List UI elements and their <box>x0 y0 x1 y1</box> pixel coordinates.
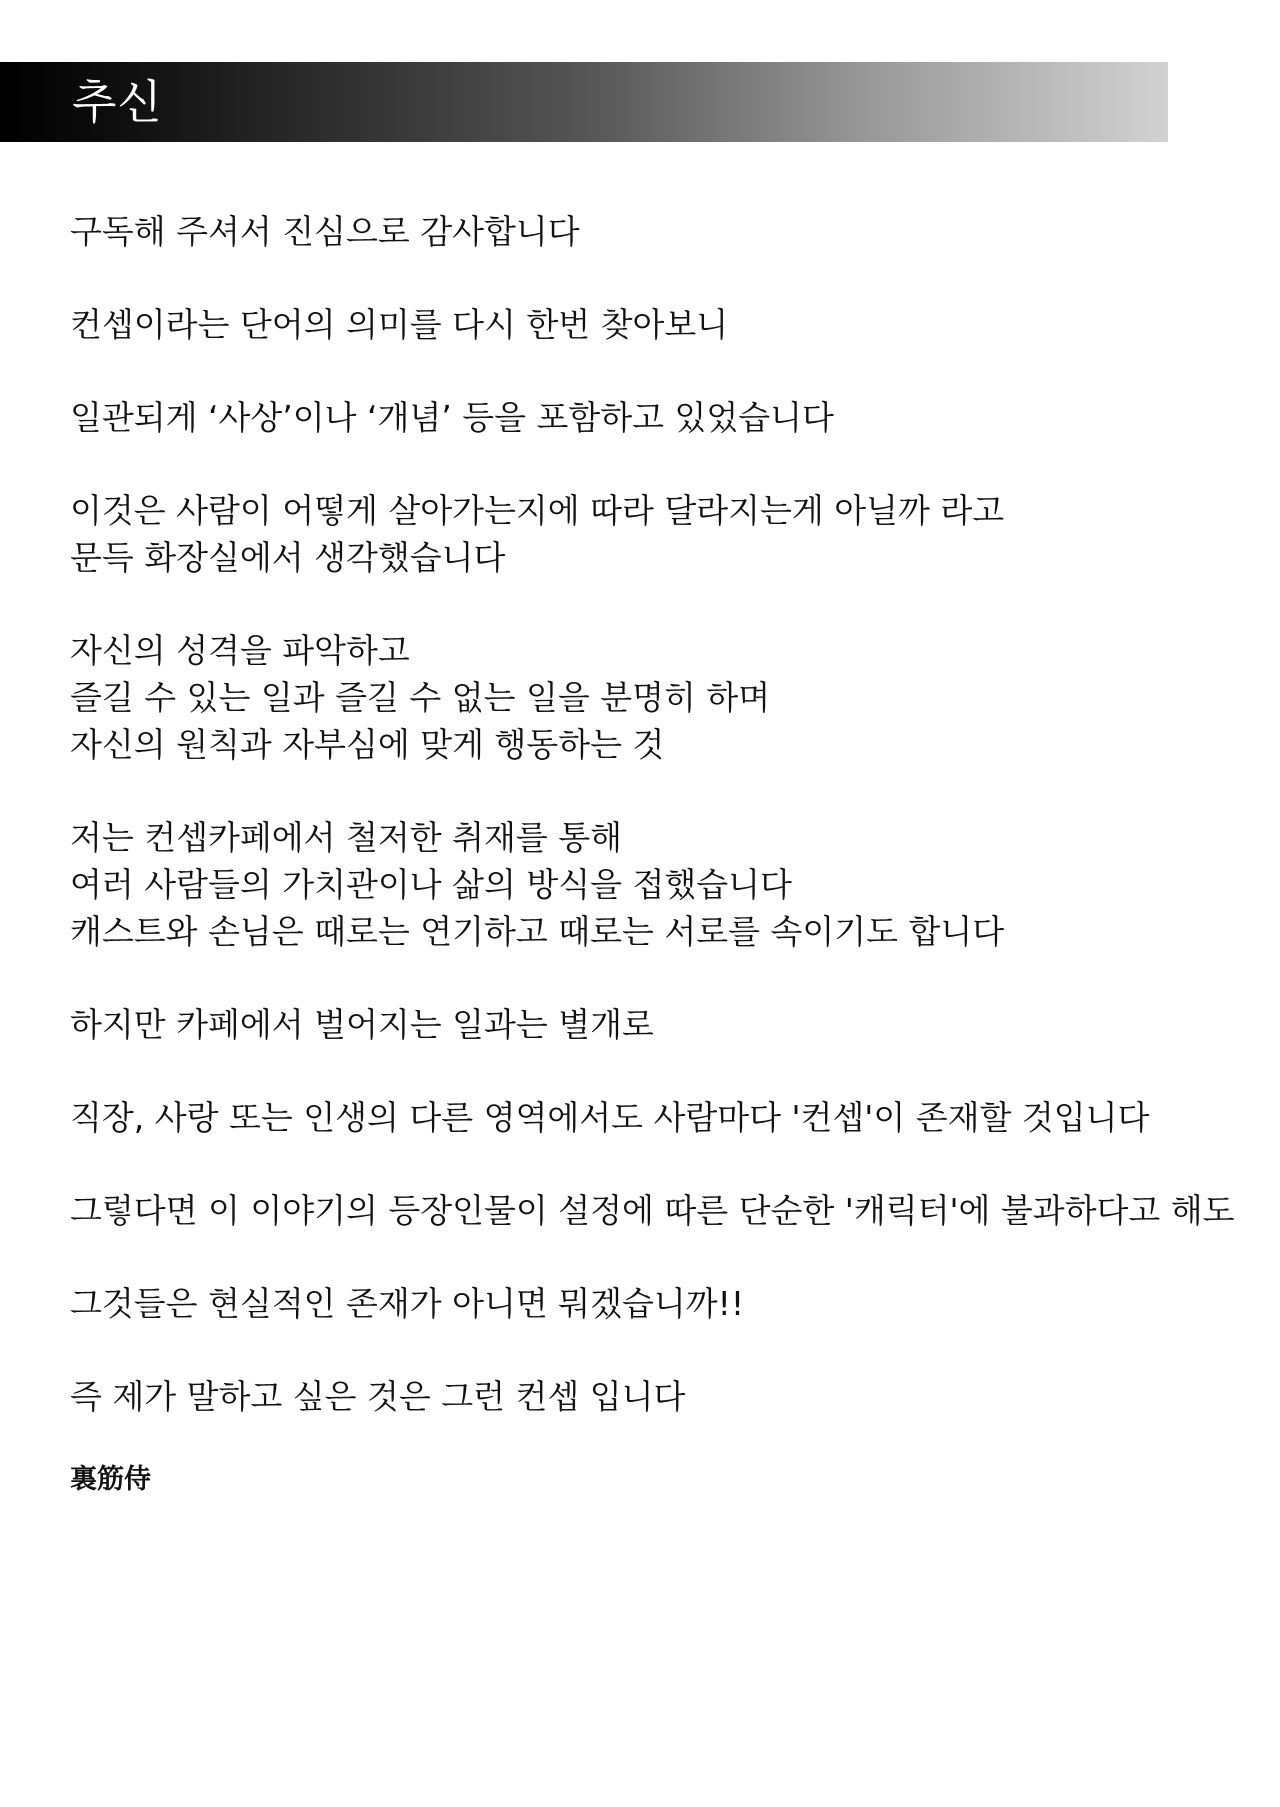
text-line: 즉 제가 말하고 싶은 것은 그런 컨셉 입니다 <box>70 1377 686 1416</box>
text-line: 문득 화장실에서 생각했습니다 <box>70 538 506 577</box>
text-line: 그렇다면 이 이야기의 등장인물이 설정에 따른 단순한 '캐릭터'에 불과하다고 해도 <box>70 1191 1235 1230</box>
text-line: 하지만 카페에서 벌어지는 일과는 별개로 <box>70 1005 654 1044</box>
text-line: 여러 사람들의 가치관이나 삶의 방식을 접했습니다 <box>70 865 792 904</box>
text-line: 일관되게 ‘사상’이나 ‘개념’ 등을 포함하고 있었습니다 <box>70 398 834 437</box>
page-title: 추신 <box>72 75 163 129</box>
author-signature: 裏筋侍 <box>70 1464 151 1495</box>
text-line: 직장, 사랑 또는 인생의 다른 영역에서도 사람마다 '컨셉'이 존재할 것입니다 <box>70 1098 1150 1137</box>
text-line: 자신의 원칙과 자부심에 맞게 행동하는 것 <box>70 725 665 764</box>
text-line: 구독해 주셔서 진심으로 감사합니다 <box>70 212 580 251</box>
text-line: 저는 컨셉카페에서 철저한 취재를 통해 <box>70 818 623 857</box>
text-line: 자신의 성격을 파악하고 <box>70 631 410 670</box>
text-line: 컨셉이라는 단어의 의미를 다시 한번 찾아보니 <box>70 305 729 344</box>
text-line: 즐길 수 있는 일과 즐길 수 없는 일을 분명히 하며 <box>70 678 771 717</box>
text-line: 캐스트와 손님은 때로는 연기하고 때로는 서로를 속이기도 합니다 <box>70 912 1005 951</box>
text-line: 이것은 사람이 어떻게 살아가는지에 따라 달라지는게 아닐까 라고 <box>70 491 1005 530</box>
header-bar <box>0 62 1168 142</box>
text-line: 그것들은 현실적인 존재가 아니면 뭐겠습니까!! <box>70 1284 745 1323</box>
